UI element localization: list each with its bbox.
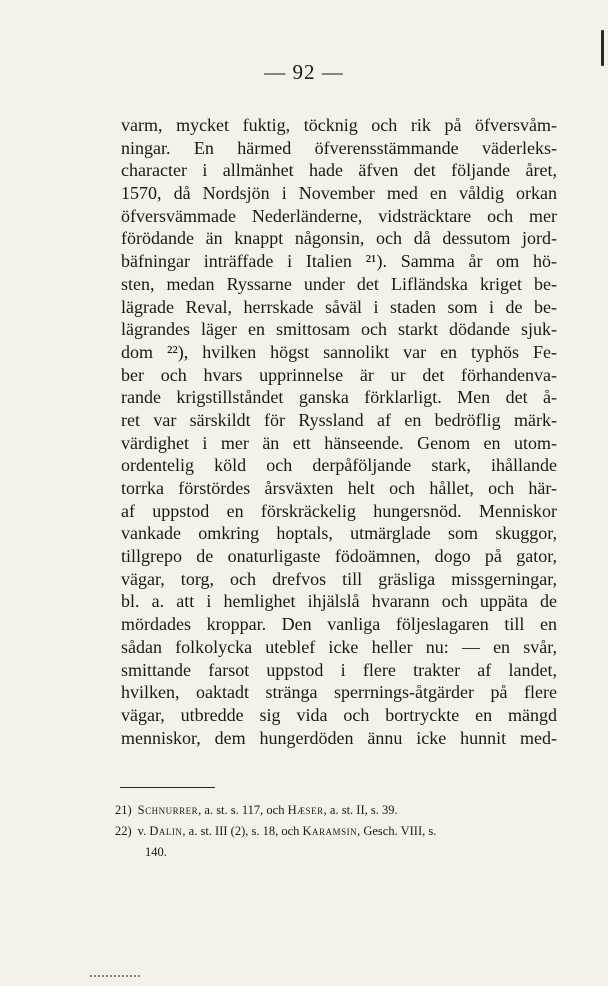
footnote-22-continuation: 140.: [145, 845, 167, 859]
text-line: character i allmänhet hade äfven det följande året,: [121, 160, 557, 181]
text-line: ber och hvars upprinnelse är ur det förhandenva-: [121, 364, 557, 385]
text-line: sådan folkolycka uteblef icke heller nu: — en svår,: [121, 636, 557, 657]
footnote-citation: , Gesch. VIII, s.: [357, 824, 437, 838]
text-line: sten, medan Ryssarne under det Lifländska kriget be-: [121, 273, 557, 294]
text-line: värdighet i mer än ett hänseende. Genom en utom-: [121, 432, 557, 453]
text-line: hvilken, oaktadt stränga sperrnings-åtgärder på flere: [121, 682, 557, 703]
footnote-21: [115, 800, 555, 821]
text-line: förödande än knappt någonsin, och då dessutom jord-: [121, 228, 557, 249]
text-line: tillgrepo de onaturligaste födoämnen, dogo på gator,: [121, 546, 557, 567]
text-line: bl. a. att i hemlighet ihjälslå hvarann och uppäta de: [121, 591, 557, 612]
footnotes: [115, 800, 555, 863]
text-line: lägrandes läger en smittosam och starkt dödande sjuk-: [121, 319, 557, 340]
footnote-22: [115, 821, 555, 842]
footnote-ref: 21): [115, 803, 132, 817]
text-line: dom ²²), hvilken högst sannolikt var en typhös Fe-: [121, 341, 557, 362]
text-line: vägar, utbredde sig vida och bortryckte en mängd: [121, 704, 557, 725]
text-line: lägrade Reval, herrskade såväl i staden som i de be-: [121, 296, 557, 317]
footnote-prefix: v.: [137, 824, 150, 838]
bottom-edge-dots: [90, 975, 140, 979]
text-line: ordentelig köld och derpåföljande stark, ihållande: [121, 455, 557, 476]
text-line: öfversvämmade Nederländerne, vidsträcktare och mer: [121, 205, 557, 226]
footnote-author: Hæser: [287, 803, 324, 817]
text-line: bäfningar inträffade i Italien ²¹). Samma år om hö-: [121, 251, 557, 272]
footnote-ref: 22): [115, 824, 132, 838]
footnote-author: Karamsin: [302, 824, 358, 838]
text-line: menniskor, dem hungerdöden ännu icke hunnit med-: [121, 727, 557, 748]
body-text: [121, 114, 557, 749]
footnote-citation: , a. st. II, s. 39.: [323, 803, 398, 817]
text-line: rande krigstillståndet ganska förklarligt. Men det å-: [121, 387, 557, 408]
text-line: varm, mycket fuktig, töcknig och rik på öfversvåm-: [121, 115, 557, 135]
text-line: smittande farsot uppstod i flere trakter af landet,: [121, 659, 557, 680]
text-line: 1570, då Nordsjön i November med en våldig orkan: [121, 183, 557, 204]
footnote-author: Dalin: [149, 824, 183, 838]
page-number: — 92 —: [264, 60, 344, 84]
text-line: ret var särskildt för Ryssland af en bedröflig märk-: [121, 409, 557, 430]
text-line: torrka förstördes årsväxten helt och hållet, och här-: [121, 478, 557, 498]
footnote-citation: , a. st. s. 117, och: [198, 803, 288, 817]
text-line: vankade omkring hoptals, utmärglade som skuggor,: [121, 523, 557, 544]
footnote-rule: [120, 787, 215, 788]
footnote-author: Schnurrer: [137, 803, 199, 817]
text-line: ningar. En härmed öfverensstämmande väderleks-: [121, 137, 557, 158]
text-line: vägar, torg, och drefvos till gräsliga missgerningar,: [121, 568, 557, 589]
footnote-citation: , a. st. III (2), s. 18, och: [182, 824, 303, 838]
text-line: mördades kroppar. Den vanliga följeslagaren till en: [121, 614, 557, 635]
text-line: af uppstod en förskräckelig hungersnöd. Menniskor: [121, 500, 557, 521]
